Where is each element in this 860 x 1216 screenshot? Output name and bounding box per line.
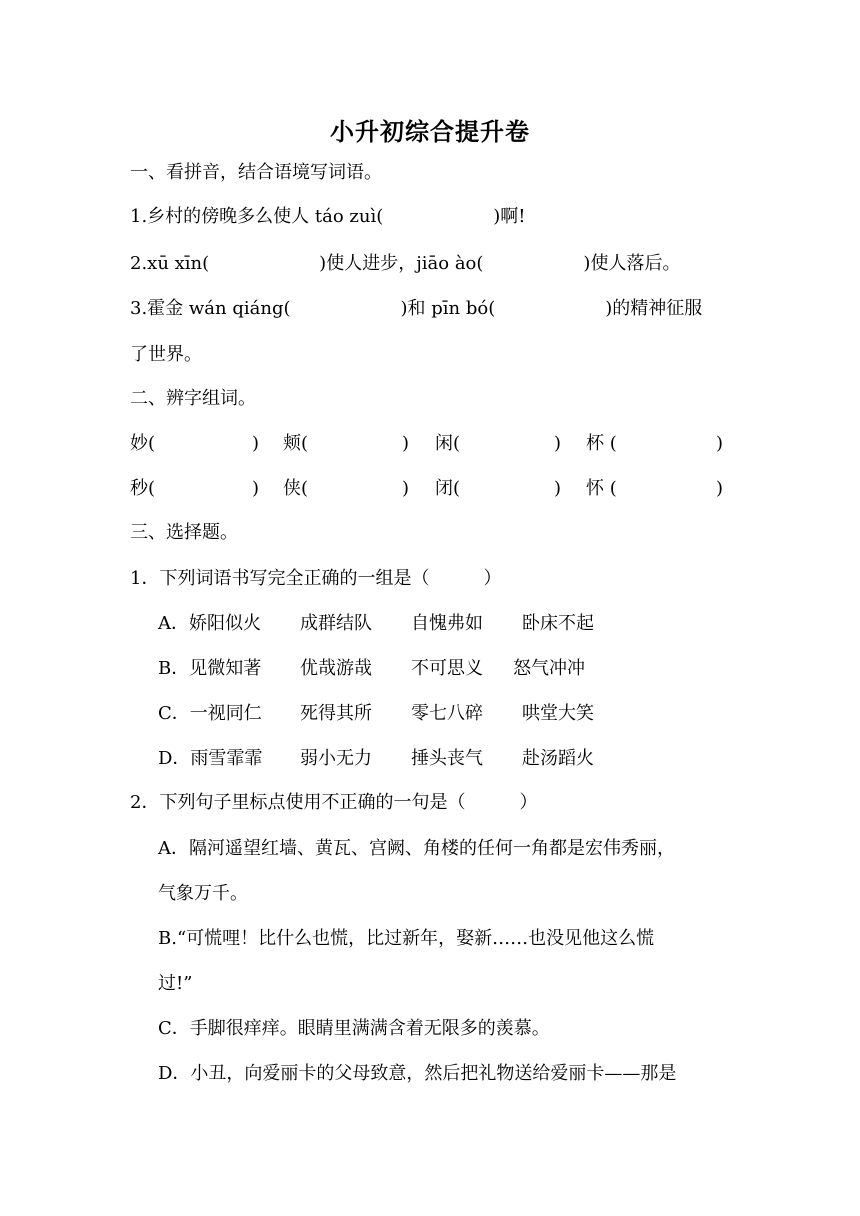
q1-2-post: )使人落后。 [583, 253, 681, 274]
char-cell: 闭( [435, 478, 461, 499]
section3-heading: 三、选择题。 [130, 522, 238, 543]
q1-2-pre: 2.xū xīn( [130, 253, 210, 274]
char-cell-close: ) [252, 433, 260, 454]
option-b-2: 优哉游哉 [300, 658, 372, 679]
page-title: 小升初综合提升卷 [330, 118, 530, 146]
char-row-1 [130, 431, 730, 457]
char-cell: 闲( [435, 433, 461, 454]
char-cell-close: ) [716, 433, 724, 454]
char-cell: 妙( [130, 433, 156, 454]
option-a-2: 成群结队 [300, 613, 372, 634]
q1-3-pre: 3.霍金 wán qiáng( [130, 298, 291, 319]
option-c-2: 死得其所 [300, 703, 372, 724]
char-cell: 杯 ( [586, 433, 617, 454]
char-cell-close: ) [402, 478, 410, 499]
option-c-3: 零七八碎 [411, 703, 483, 724]
char-cell: 怀 ( [586, 478, 617, 499]
char-cell-close: ) [402, 433, 410, 454]
option-d-3: 捶头丧气 [411, 748, 483, 769]
option-a-line1: A．隔河遥望红墙、黄瓦、宫阙、角楼的任何一角都是宏伟秀丽， [158, 838, 675, 859]
q1-1-pre: 1.乡村的傍晚多么使人 táo zuì( [130, 206, 384, 227]
option-a-4: 卧床不起 [522, 613, 594, 634]
option-c-4: 哄堂大笑 [522, 703, 594, 724]
char-row-2 [130, 476, 730, 502]
char-cell-close: ) [554, 433, 562, 454]
option-d-1: D．雨雪霏霏 [158, 748, 263, 769]
section2-heading: 二、辨字组词。 [130, 388, 256, 409]
option-b-3: 不可思义 [411, 658, 483, 679]
q1-3-post: )的精神征服 [605, 298, 703, 319]
section1-heading: 一、看拼音，结合语境写词语。 [130, 162, 382, 183]
question-3-2-stem: 2．下列句子里标点使用不正确的一句是（ ） [130, 792, 538, 813]
question-1-1 [130, 204, 526, 230]
option-d-line1: D．小丑，向爱丽卡的父母致意，然后把礼物送给爱丽卡——那是 [158, 1063, 677, 1084]
option-c-line: C．手脚很痒痒。眼睛里满满含着无限多的羡慕。 [158, 1018, 550, 1039]
question-1-3 [130, 296, 702, 322]
question-1-3-cont: 了世界。 [130, 344, 202, 365]
option-a-3: 自愧弗如 [411, 613, 483, 634]
option-a-1: A．娇阳似火 [158, 613, 261, 634]
option-b-line2: 过!” [158, 973, 193, 994]
option-d-2: 弱小无力 [300, 748, 372, 769]
char-cell-close: ) [252, 478, 260, 499]
q1-3-mid: )和 pīn bó( [400, 298, 496, 319]
char-cell: 侠( [283, 478, 309, 499]
char-cell: 秒( [130, 478, 156, 499]
option-c-1: C．一视同仁 [158, 703, 262, 724]
question-1-2 [130, 251, 680, 277]
option-b-1: B．见微知著 [158, 658, 262, 679]
option-a-line2: 气象万千。 [158, 883, 248, 904]
option-d-4: 赴汤蹈火 [522, 748, 594, 769]
q1-2-mid: )使人进步，jiāo ào( [319, 253, 484, 274]
option-b-4: 怒气冲冲 [513, 658, 585, 679]
char-cell: 颊( [283, 433, 309, 454]
q1-1-post: )啊! [493, 206, 526, 227]
char-cell-close: ) [554, 478, 562, 499]
char-cell-close: ) [716, 478, 724, 499]
option-b-line1: B.“可慌哩！比什么也慌，比过新年，娶新……也没见他这么慌 [158, 928, 655, 949]
question-3-1-stem: 1．下列词语书写完全正确的一组是（ ） [130, 568, 502, 589]
